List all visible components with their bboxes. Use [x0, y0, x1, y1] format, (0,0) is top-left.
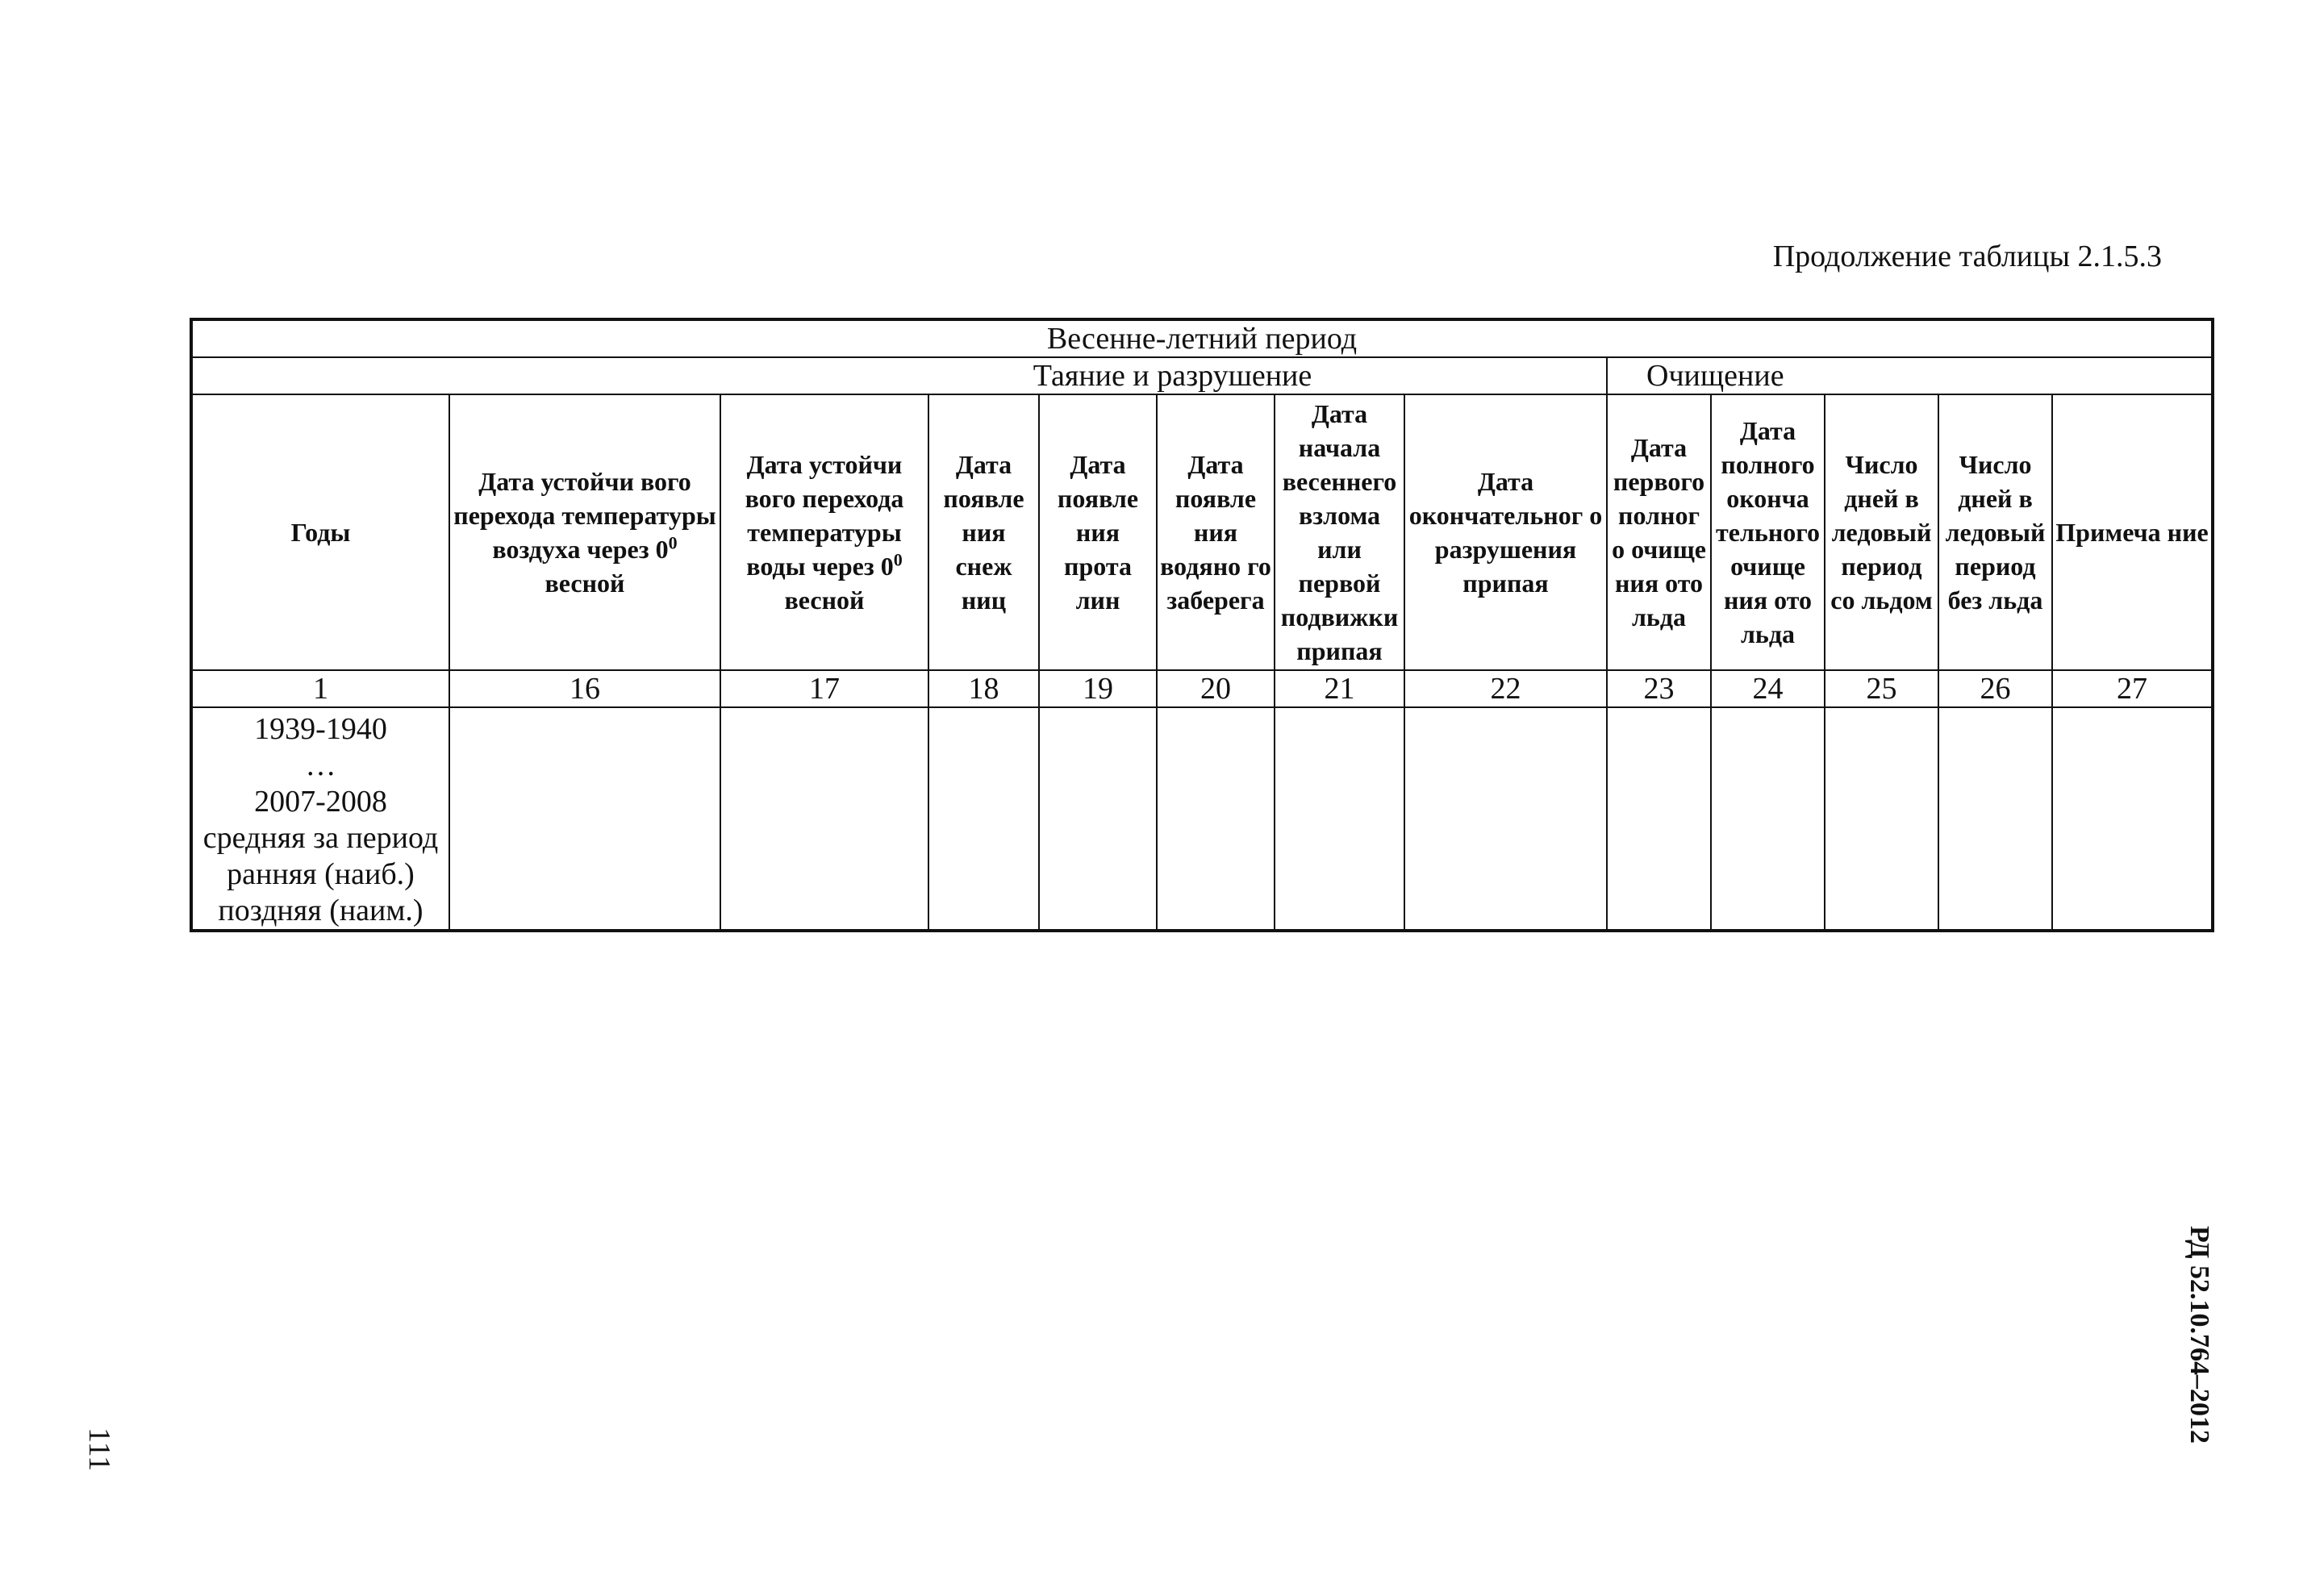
- header-water-text: Дата устойчи вого перехода температуры воды через 0: [745, 450, 904, 581]
- header-days-with-ice: Число дней в ледовый период со льдом: [1825, 394, 1938, 670]
- year-row: поздняя (наим.): [218, 894, 423, 927]
- header-water-tail: весной: [784, 585, 865, 615]
- table-caption: Продолжение таблицы 2.1.5.3: [1772, 240, 2162, 273]
- header-note: Примеча ние: [2052, 394, 2213, 670]
- data-cell: [1938, 707, 2052, 931]
- header-water-degree: 0: [893, 549, 903, 570]
- header-air-temp-transition: [449, 394, 720, 670]
- column-number: 1: [191, 670, 449, 707]
- year-row: 1939-1940: [254, 712, 387, 746]
- header-air-tail: весной: [544, 569, 625, 598]
- year-row: …: [305, 748, 336, 782]
- column-number: 24: [1711, 670, 1825, 707]
- header-air-text: Дата устойчи вого перехода температуры воздуха через 0: [453, 467, 716, 564]
- header-water-temp-transition: [720, 394, 928, 670]
- column-number: 19: [1039, 670, 1157, 707]
- data-cell: [449, 707, 720, 931]
- column-number: 20: [1157, 670, 1275, 707]
- data-cell: [1825, 707, 1938, 931]
- years-cell: [191, 707, 449, 931]
- header-days-without-ice: Число дней в ледовый период без льда: [1938, 394, 2052, 670]
- data-cell: [2052, 707, 2213, 931]
- header-years: Годы: [191, 394, 449, 670]
- header-first-clearing: Дата первого полног о очище ния ото льда: [1607, 394, 1711, 670]
- group-clear-label: Очищение: [1646, 359, 1784, 393]
- page-number: 111: [82, 1427, 116, 1472]
- header-fast-ice-destruction: Дата окончательног о разрушения припая: [1404, 394, 1607, 670]
- year-row: 2007-2008: [254, 785, 387, 819]
- column-number: 25: [1825, 670, 1938, 707]
- group-melt-header: [191, 357, 1607, 394]
- column-number: 18: [928, 670, 1039, 707]
- column-number: 17: [720, 670, 928, 707]
- data-cell: [1711, 707, 1825, 931]
- column-number: 21: [1275, 670, 1404, 707]
- header-air-degree: 0: [668, 532, 678, 553]
- header-water-shore-ice: Дата появле ния водяно го заберега: [1157, 394, 1275, 670]
- header-snow-patches: Дата появле ния снеж ниц: [928, 394, 1039, 670]
- column-number: 16: [449, 670, 720, 707]
- header-full-clearing: Дата полного оконча тельного очище ния ото льда: [1711, 394, 1825, 670]
- ice-phenomena-table: [190, 318, 2214, 932]
- year-row: ранняя (наиб.): [227, 857, 415, 891]
- data-cell: [1607, 707, 1711, 931]
- data-cell: [928, 707, 1039, 931]
- group-clear-header: [1607, 357, 2213, 394]
- document-id: РД 52.10.764–2012: [2184, 1226, 2214, 1444]
- data-cell: [720, 707, 928, 931]
- group-melt-label: Таяние и разрушение: [1033, 359, 1312, 393]
- header-spring-breakup: Дата начала весеннего взлома или первой подвижки припая: [1275, 394, 1404, 670]
- column-number: 22: [1404, 670, 1607, 707]
- data-cell: [1157, 707, 1275, 931]
- header-thawed-patches: Дата появле ния прота лин: [1039, 394, 1157, 670]
- data-cell: [1404, 707, 1607, 931]
- data-cell: [1039, 707, 1157, 931]
- column-number: 27: [2052, 670, 2213, 707]
- year-row: средняя за период: [202, 821, 439, 855]
- data-cell: [1275, 707, 1404, 931]
- period-title: Весенне-летний период: [191, 319, 2213, 357]
- column-number: 23: [1607, 670, 1711, 707]
- column-number: 26: [1938, 670, 2052, 707]
